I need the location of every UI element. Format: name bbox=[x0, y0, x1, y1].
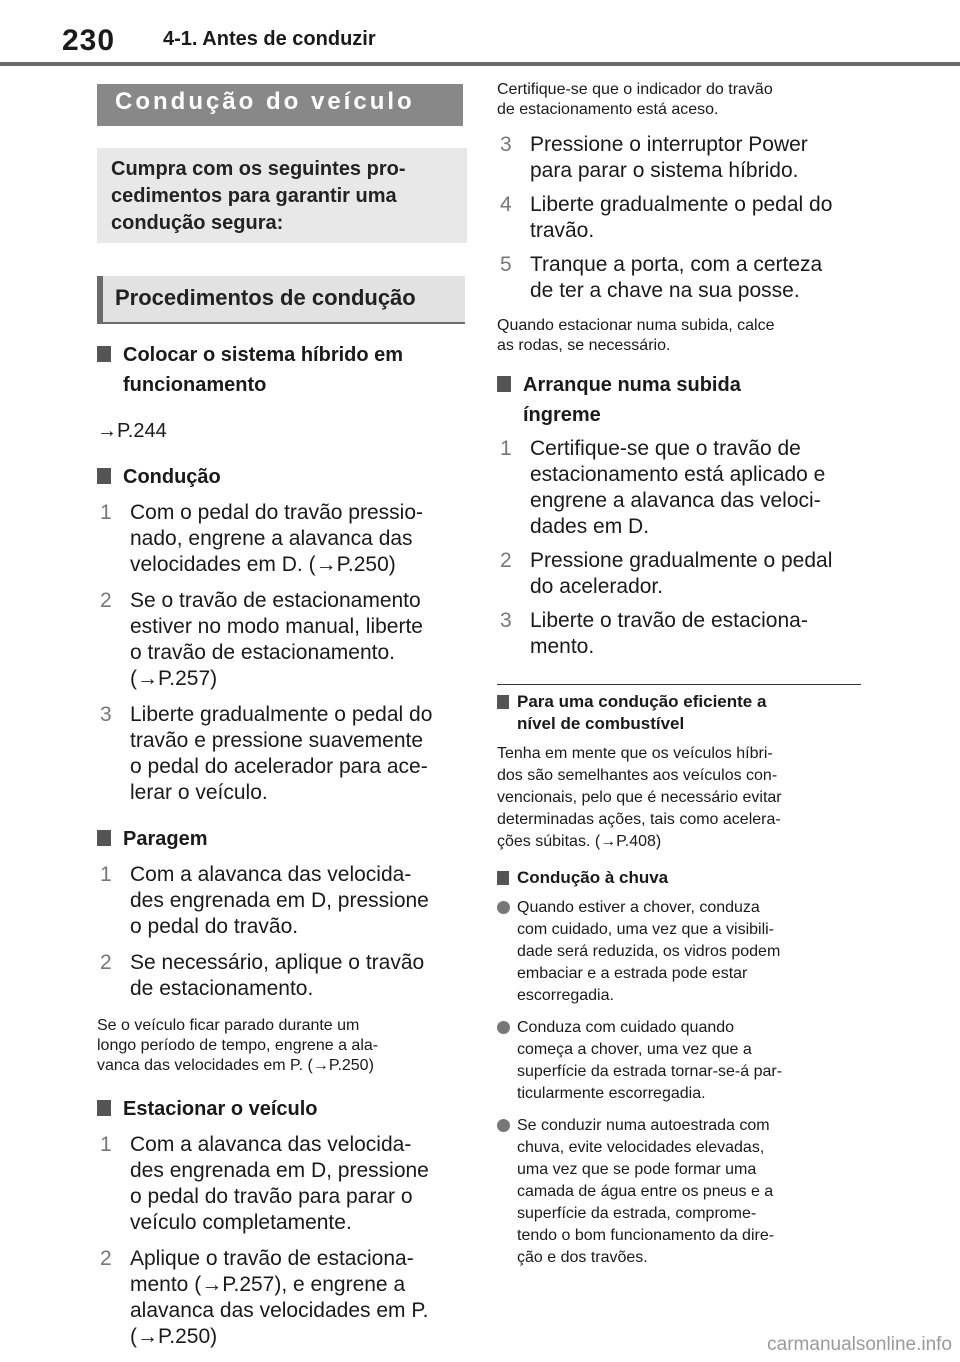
intro-line: Cumpra com os seguintes pro- bbox=[111, 158, 406, 180]
subheading-subida bbox=[497, 370, 863, 430]
text-line: dos são semelhantes aos veículos con- bbox=[497, 767, 778, 784]
bullet-line: Se conduzir numa autoestrada com bbox=[517, 1117, 770, 1134]
estacionar-steps-continued bbox=[497, 132, 863, 304]
bullet-line: ticularmente escorregadia. bbox=[517, 1085, 706, 1102]
subheading-line: Condução bbox=[123, 466, 221, 488]
bullet-line: ção e dos travões. bbox=[517, 1249, 648, 1266]
subida-steps bbox=[497, 436, 863, 660]
page-title: Condução do veículo bbox=[97, 84, 463, 126]
square-bullet-icon bbox=[497, 695, 509, 709]
step-line: Liberte gradualmente o pedal do bbox=[130, 703, 433, 726]
subheading-line: nível de combustível bbox=[517, 714, 685, 733]
step-line: (→P.257) bbox=[130, 667, 218, 690]
page-reference: →P.244 bbox=[97, 420, 167, 442]
note-line: Se o veículo ficar parado durante um bbox=[97, 1017, 360, 1034]
step-number: 4 bbox=[500, 193, 512, 216]
square-bullet-icon bbox=[97, 1100, 111, 1116]
step-number: 3 bbox=[500, 609, 512, 632]
step-number: 2 bbox=[100, 589, 112, 612]
step-item bbox=[97, 1246, 467, 1350]
square-bullet-icon bbox=[97, 346, 111, 362]
step-line: de ter a chave na sua posse. bbox=[530, 279, 800, 302]
subheading-line: íngreme bbox=[523, 404, 601, 426]
step-line: o pedal do acelerador para ace- bbox=[130, 755, 428, 778]
divider-line bbox=[497, 684, 861, 685]
step-line: Com o pedal do travão pressio- bbox=[130, 501, 423, 524]
step-line: Liberte gradualmente o pedal do bbox=[530, 193, 833, 216]
subheading-line: Estacionar o veículo bbox=[123, 1098, 318, 1120]
subheading-line: Condução à chuva bbox=[517, 868, 669, 887]
step-line: engrene a alavanca das veloci- bbox=[530, 489, 821, 512]
chuva-bullets bbox=[497, 897, 863, 1269]
step-line: mento (→P.257), e engrene a bbox=[130, 1273, 406, 1296]
step-item bbox=[97, 950, 467, 1002]
section-title-text: Procedimentos de condução bbox=[115, 285, 416, 310]
step-line: Aplique o travão de estaciona- bbox=[130, 1247, 414, 1270]
conducao-steps bbox=[97, 500, 467, 806]
header-divider bbox=[0, 62, 960, 66]
left-column bbox=[97, 84, 467, 1350]
step-line: de estacionamento. bbox=[130, 977, 314, 1000]
bullet-line: chuva, evite velocidades elevadas, bbox=[517, 1139, 765, 1156]
note-line: longo período de tempo, engrene a ala- bbox=[97, 1037, 379, 1054]
page-number: 230 bbox=[62, 24, 116, 57]
text-line: vencionais, pelo que é necessário evitar bbox=[497, 789, 782, 806]
right-column bbox=[497, 80, 863, 1269]
bullet-line: com cuidado, uma vez que a visibili- bbox=[517, 921, 775, 938]
step-item bbox=[497, 192, 863, 244]
step-item bbox=[97, 702, 467, 806]
circle-bullet-icon bbox=[497, 1021, 510, 1034]
text-line: Tenha em mente que os veículos híbri- bbox=[497, 745, 773, 762]
step-line: Liberte o travão de estaciona- bbox=[530, 609, 808, 632]
top-note bbox=[497, 80, 863, 120]
square-bullet-icon bbox=[97, 468, 111, 484]
subheading-estacionar bbox=[97, 1094, 467, 1124]
eficiente-text bbox=[497, 743, 863, 853]
subheading-eficiente bbox=[497, 691, 863, 735]
step-line: estiver no modo manual, liberte bbox=[130, 615, 423, 638]
note-line: Certifique-se que o indicador do travão bbox=[497, 81, 773, 98]
square-bullet-icon bbox=[497, 871, 509, 885]
step-number: 3 bbox=[500, 133, 512, 156]
paragem-steps bbox=[97, 862, 467, 1002]
bullet-line: camada de água entre os pneus e a bbox=[517, 1183, 774, 1200]
step-line: para parar o sistema híbrido. bbox=[530, 159, 799, 182]
subheading-line: funcionamento bbox=[123, 374, 267, 396]
step-number: 3 bbox=[100, 703, 112, 726]
step-item bbox=[497, 252, 863, 304]
bullet-line: superfície da estrada tornar-se-á par- bbox=[517, 1063, 783, 1080]
step-number: 1 bbox=[100, 863, 112, 886]
step-line: travão e pressione suavemente bbox=[130, 729, 424, 752]
step-line: Se necessário, aplique o travão bbox=[130, 951, 425, 974]
note-line: as rodas, se necessário. bbox=[497, 337, 671, 354]
step-line: Certifique-se que o travão de bbox=[530, 437, 801, 460]
step-item bbox=[97, 588, 467, 692]
bullet-line: dade será reduzida, os vidros podem bbox=[517, 943, 781, 960]
circle-bullet-icon bbox=[497, 1119, 510, 1132]
step-line: veículo completamente. bbox=[130, 1211, 352, 1234]
step-line: o travão de estacionamento. bbox=[130, 641, 396, 664]
step-line: Tranque a porta, com a certeza bbox=[530, 253, 823, 276]
step-line: do acelerador. bbox=[530, 575, 664, 598]
step-number: 2 bbox=[100, 951, 112, 974]
step-line: des engrenada em D, pressione bbox=[130, 889, 429, 912]
step-line: (→P.250) bbox=[130, 1325, 218, 1348]
bullet-line: embaciar e a estrada pode estar bbox=[517, 965, 748, 982]
subida-note bbox=[497, 316, 863, 356]
step-line: des engrenada em D, pressione bbox=[130, 1159, 429, 1182]
estacionar-steps bbox=[97, 1132, 467, 1350]
bullet-item bbox=[497, 1115, 863, 1269]
text-line: determinadas ações, tais como acelera- bbox=[497, 811, 781, 828]
step-item bbox=[497, 132, 863, 184]
note-line: de estacionamento está aceso. bbox=[497, 101, 719, 118]
subheading-line: Paragem bbox=[123, 828, 208, 850]
subheading-line: Colocar o sistema híbrido em bbox=[123, 344, 404, 366]
step-line: estacionamento está aplicado e bbox=[530, 463, 826, 486]
intro-line: cedimentos para garantir uma bbox=[111, 185, 397, 207]
step-line: travão. bbox=[530, 219, 595, 242]
step-line: mento. bbox=[530, 635, 595, 658]
bullet-line: escorregadia. bbox=[517, 987, 614, 1004]
bullet-line: superfície da estrada, comprome- bbox=[517, 1205, 757, 1222]
note-line: Quando estacionar numa subida, calce bbox=[497, 317, 775, 334]
step-line: o pedal do travão. bbox=[130, 915, 299, 938]
subheading-paragem bbox=[97, 824, 467, 854]
subheading-hibrido bbox=[97, 340, 467, 400]
step-number: 2 bbox=[500, 549, 512, 572]
bullet-line: Quando estiver a chover, conduza bbox=[517, 899, 760, 916]
step-line: nado, engrene a alavanca das bbox=[130, 527, 413, 550]
step-line: alavanca das velocidades em P. bbox=[130, 1299, 429, 1322]
step-number: 5 bbox=[500, 253, 512, 276]
section-title bbox=[97, 276, 465, 322]
step-item bbox=[497, 548, 863, 600]
subheading-chuva bbox=[497, 867, 863, 889]
bullet-line: começa a chover, uma vez que a bbox=[517, 1041, 752, 1058]
step-number: 1 bbox=[100, 1133, 112, 1156]
paragem-note bbox=[97, 1016, 467, 1076]
step-line: Com a alavanca das velocida- bbox=[130, 1133, 412, 1156]
step-number: 1 bbox=[500, 437, 512, 460]
text-line: ções súbitas. (→P.408) bbox=[497, 833, 662, 850]
step-line: velocidades em D. (→P.250) bbox=[130, 553, 396, 576]
square-bullet-icon bbox=[497, 376, 511, 392]
intro-line: condução segura: bbox=[111, 212, 284, 234]
step-line: Pressione gradualmente o pedal bbox=[530, 549, 833, 572]
step-line: Com a alavanca das velocida- bbox=[130, 863, 412, 886]
step-line: dades em D. bbox=[530, 515, 650, 538]
step-item bbox=[97, 1132, 467, 1236]
bullet-item bbox=[497, 1017, 863, 1105]
intro-box bbox=[97, 148, 467, 243]
subheading-line: Arranque numa subida bbox=[523, 374, 741, 396]
step-item bbox=[97, 500, 467, 578]
step-item bbox=[497, 608, 863, 660]
note-line: vanca das velocidades em P. (→P.250) bbox=[97, 1057, 374, 1074]
step-number: 2 bbox=[100, 1247, 112, 1270]
step-line: Se o travão de estacionamento bbox=[130, 589, 421, 612]
chapter-title: 4-1. Antes de conduzir bbox=[163, 28, 376, 50]
subheading-line: Para uma condução eficiente a bbox=[517, 692, 767, 711]
bullet-line: tendo o bom funcionamento da dire- bbox=[517, 1227, 775, 1244]
step-number: 1 bbox=[100, 501, 112, 524]
step-item bbox=[97, 862, 467, 940]
watermark: carmanualsonline.info bbox=[767, 1334, 952, 1355]
bullet-line: Conduza com cuidado quando bbox=[517, 1019, 735, 1036]
square-bullet-icon bbox=[97, 830, 111, 846]
step-item bbox=[497, 436, 863, 540]
step-line: Pressione o interruptor Power bbox=[530, 133, 808, 156]
section-underline bbox=[97, 322, 465, 324]
circle-bullet-icon bbox=[497, 901, 510, 914]
step-line: o pedal do travão para parar o bbox=[130, 1185, 413, 1208]
bullet-item bbox=[497, 897, 863, 1007]
step-line: lerar o veículo. bbox=[130, 781, 268, 804]
bullet-line: uma vez que se pode formar uma bbox=[517, 1161, 757, 1178]
subheading-conducao bbox=[97, 462, 467, 492]
